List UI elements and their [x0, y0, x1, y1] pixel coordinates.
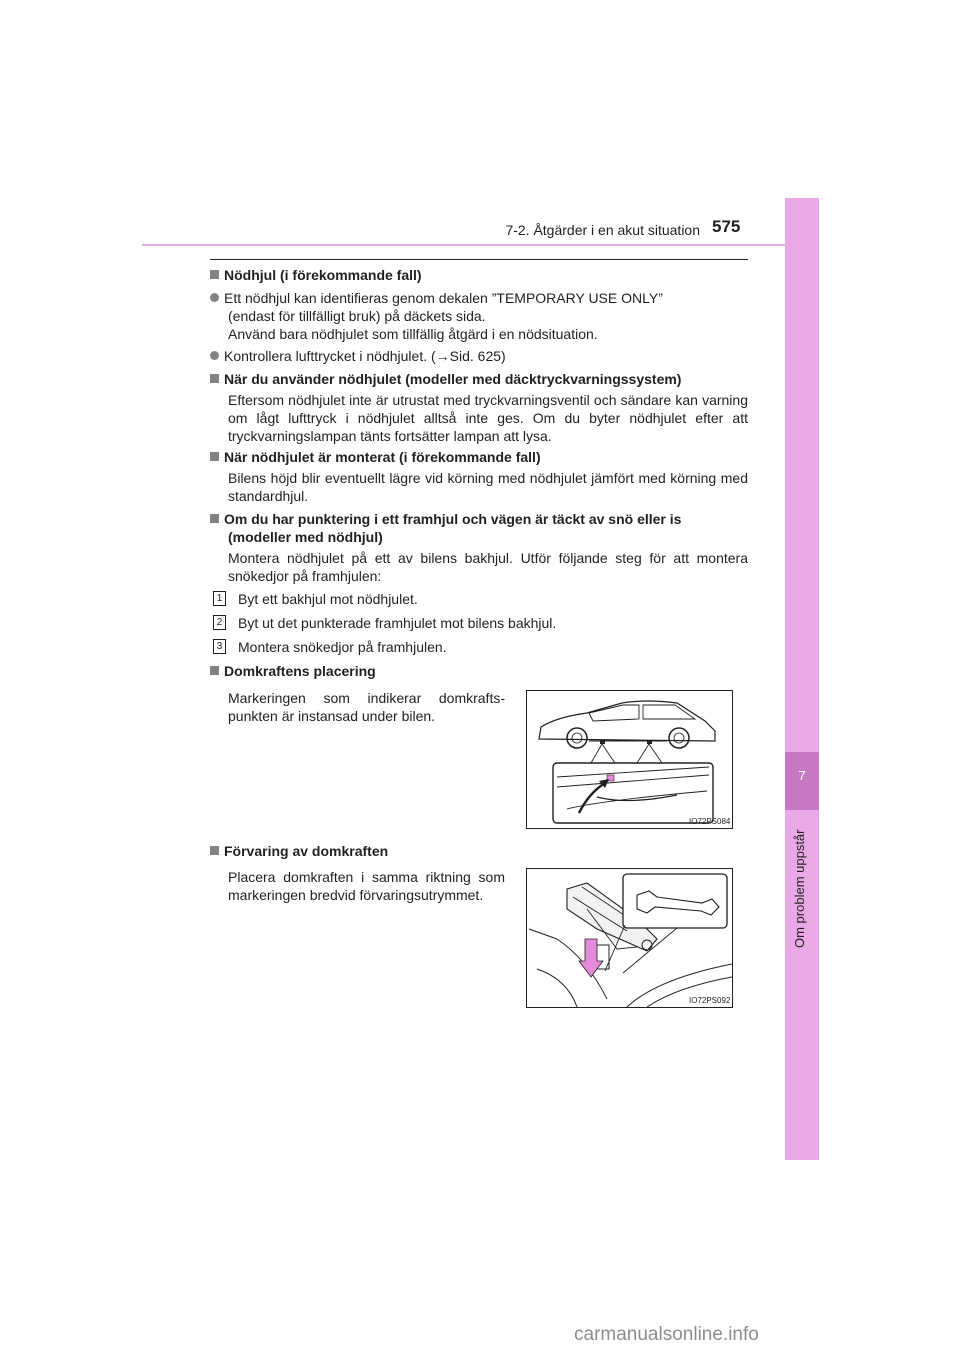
bullet-continuation: Använd bara nödhjulet som tillfällig åtgärd i en nödsituation.	[228, 326, 598, 342]
jack-point-figure	[526, 690, 733, 829]
chapter-title: Om problem uppstår	[792, 829, 807, 948]
bullet-item: Ett nödhjul kan identifieras genom dekalen ”TEMPORARY USE ONLY”	[210, 289, 748, 307]
paragraph: Bilens höjd blir eventuellt lägre vid körning med nödhjulet jämfört med körning med standardhjul.	[228, 470, 748, 504]
step-text: Byt ut det punkterade framhjulet mot bilens bakhjul.	[238, 615, 557, 631]
section-heading: Om du har punktering i ett framhjul och vägen är täckt av snö eller is	[210, 510, 748, 528]
square-marker-icon	[210, 666, 219, 675]
section-heading: Nödhjul (i förekommande fall)	[210, 266, 748, 284]
paragraph: Montera nödhjulet på ett av bilens bakhjul. Utför följande steg för att montera snökedjor på framhjulen:	[228, 550, 748, 584]
section-heading: Domkraftens placering	[210, 662, 748, 680]
car-jack-point-illustration	[527, 691, 732, 828]
content-rule	[210, 259, 748, 260]
square-marker-icon	[210, 514, 219, 523]
step-text: Byt ett bakhjul mot nödhjulet.	[238, 591, 418, 607]
bullet-item: Kontrollera lufttrycket i nödhjulet. (→Sid. 625)	[210, 347, 748, 365]
section-heading-continuation: (modeller med nödhjul)	[228, 529, 383, 545]
paragraph: Placera domkraften i samma riktning som markeringen bredvid förvaringsutrymmet.	[228, 869, 505, 903]
jack-storage-figure	[526, 868, 733, 1008]
square-marker-icon	[210, 374, 219, 383]
step-text: Montera snökedjor på framhjulen.	[238, 639, 447, 655]
bullet-icon	[210, 351, 219, 360]
square-marker-icon	[210, 846, 219, 855]
watermark: carmanualsonline.info	[574, 1324, 759, 1345]
step-number: 1	[213, 591, 226, 606]
paragraph: Eftersom nödhjulet inte är utrustat med tryckvarningsventil och sändare kan varning om lågt lufttryck i nödhjulet alltså inte ges. Om du byter nödhjulet efter att tryckvarningslampan tänts fortsätter lampan att lysa.	[228, 392, 748, 444]
step-number: 2	[213, 615, 226, 630]
section-heading: När du använder nödhjulet (modeller med däcktryckvarningssystem)	[210, 370, 748, 388]
bullet-continuation: (endast för tillfälligt bruk) på däckets sida.	[228, 308, 486, 324]
square-marker-icon	[210, 452, 219, 461]
section-heading: När nödhjulet är monterat (i förekommande fall)	[210, 448, 748, 466]
paragraph: Markeringen som indikerar domkrafts-punkten är instansad under bilen.	[228, 690, 505, 724]
jack-storage-illustration	[527, 869, 732, 1007]
figure-code: IO72PS092	[689, 996, 731, 1005]
section-heading: Förvaring av domkraften	[210, 842, 748, 860]
header-rule	[142, 244, 818, 246]
square-marker-icon	[210, 270, 219, 279]
page-number: 575	[712, 217, 741, 236]
chapter-sidebar	[785, 198, 819, 1160]
step-number: 3	[213, 639, 226, 654]
section-title: 7-2. Åtgärder i en akut situation	[505, 222, 700, 238]
chapter-number: 7	[798, 768, 806, 783]
bullet-icon	[210, 293, 219, 302]
figure-code: IO72PS084	[689, 817, 731, 826]
